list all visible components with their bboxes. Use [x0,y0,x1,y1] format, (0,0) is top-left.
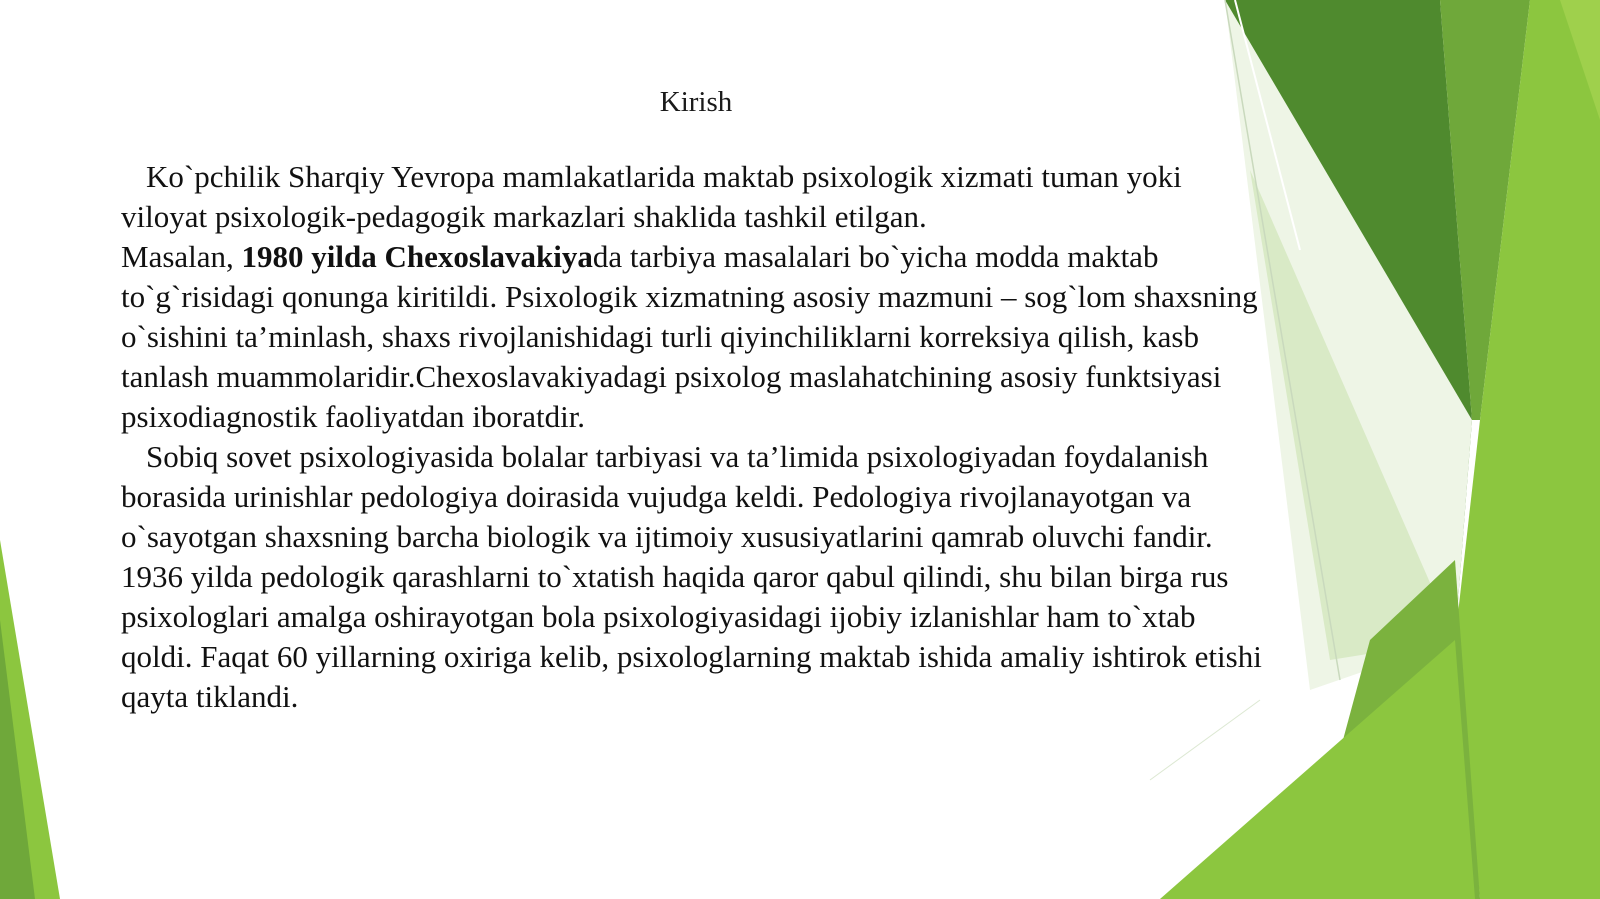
slide-body [121,157,1271,717]
slide-title: Kirish [659,86,733,118]
paragraph-1-post: da tarbiya masalalari bo`yicha modda maktab to`g`risidagi qonunga kiritildi. Psixologik xizmatning asosiy mazmuni – sog`lom shaxsning o`sishini ta’minlash, shaxs rivojlanishidagi turli qiyinchiliklarni korreksiya qilish, kasb tanlash muammolaridir.Chexoslavakiyadagi psixolog maslahatchining asosiy funktsiyasi psixodiagnostik faoliyatdan iboratdir. [121,239,1258,434]
paragraph-2-text: Sobiq sovet psixologiyasida bolalar tarbiyasi va ta’limida psixologiyadan foydalanish borasida urinishlar pedologiya doirasida vujudga keldi. Pedologiya rivojlanayotgan va o`sayotgan shaxsning barcha biologik va ijtimoiy xususiyatlarini qamrab oluvchi fandir. 1936 yilda pedologik qarashlarni to`xtatish haqida qaror qabul qilindi, shu bilan birga rus psixologlari amalga oshirayotgan bola psixologiyasidagi ijobiy izlanishlar ham to`xtab qoldi. Faqat 60 yillarning oxiriga kelib, psixologlarning maktab ishida amaliy ishtirok etishi qayta tiklandi. [121,439,1262,714]
paragraph-1-pre: Masalan, [121,239,242,274]
paragraph-1-bold: 1980 yilda Chexoslavakiya [241,239,593,274]
paragraph-1-text: Ko`pchilik Sharqiy Yevropa mamlakatlarida maktab psixologik xizmati tuman yoki viloyat psixologik-pedagogik markazlari shaklida tashkil etilgan. [121,159,1182,234]
paragraph-2 [121,437,1271,717]
paragraph-1 [121,157,1271,437]
